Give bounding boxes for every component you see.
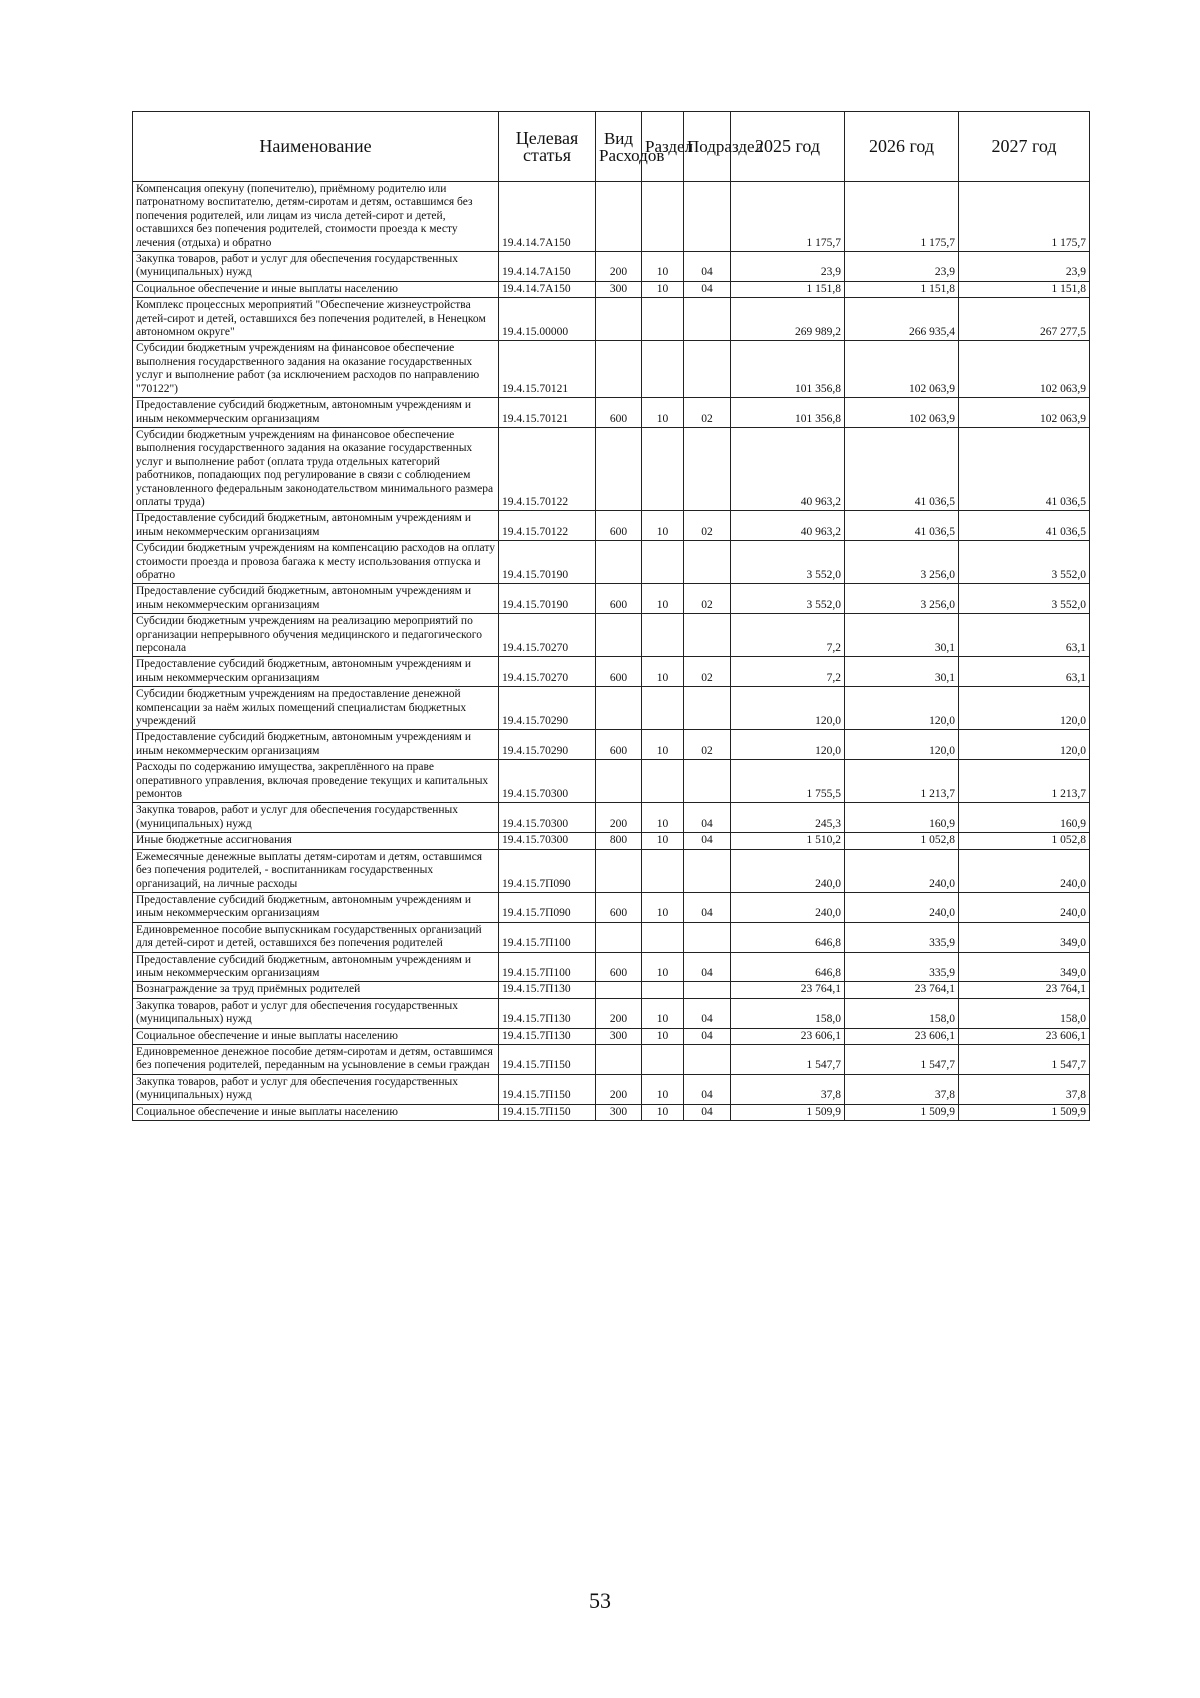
row-amount-2027: 1 213,7 <box>959 760 1090 803</box>
row-vid: 600 <box>596 398 642 428</box>
row-amount-2025: 37,8 <box>731 1074 845 1104</box>
table-row <box>133 952 1090 982</box>
row-name-text: Субсидии бюджетным учреждениям на предоставление денежной компенсации за наём жилых помещений специалистам бюджетных учреждений <box>136 688 467 728</box>
row-target-code: 19.4.15.70270 <box>499 614 596 657</box>
row-podrazdel: 04 <box>684 892 731 922</box>
row-target-code: 19.4.15.70122 <box>499 427 596 510</box>
row-vid: 600 <box>596 952 642 982</box>
row-amount-2025: 101 356,8 <box>731 341 845 398</box>
table-row <box>133 427 1090 510</box>
row-amount-2026: 335,9 <box>845 952 959 982</box>
row-podrazdel <box>684 1044 731 1074</box>
row-target-code: 19.4.15.70290 <box>499 730 596 760</box>
row-podrazdel: 02 <box>684 584 731 614</box>
row-name-text: Субсидии бюджетным учреждениям на реализацию мероприятий по организации непрерывного обучения медицинского и педагогического персонала <box>136 615 482 654</box>
row-name <box>133 614 499 657</box>
row-target-code: 19.4.15.7П150 <box>499 1044 596 1074</box>
row-amount-2026: 240,0 <box>845 892 959 922</box>
row-amount-2025: 245,3 <box>731 803 845 833</box>
row-vid: 600 <box>596 657 642 687</box>
row-amount-2025: 240,0 <box>731 849 845 892</box>
row-name <box>133 892 499 922</box>
row-amount-2027: 1 151,8 <box>959 281 1090 297</box>
row-name-text: Закупка товаров, работ и услуг для обеспечения государственных (муниципальных) нужд <box>136 999 459 1026</box>
row-amount-2027: 102 063,9 <box>959 398 1090 428</box>
row-vid: 300 <box>596 281 642 297</box>
row-target-code: 19.4.15.7П130 <box>499 982 596 998</box>
row-amount-2026: 3 256,0 <box>845 584 959 614</box>
row-amount-2026: 23 764,1 <box>845 982 959 998</box>
row-target-code: 19.4.15.70122 <box>499 511 596 541</box>
row-amount-2026: 120,0 <box>845 687 959 730</box>
row-name <box>133 982 499 998</box>
row-amount-2027: 23 764,1 <box>959 982 1090 998</box>
row-name-text: Социальное обеспечение и иные выплаты населению <box>136 1029 398 1042</box>
row-amount-2025: 40 963,2 <box>731 427 845 510</box>
row-amount-2025: 240,0 <box>731 892 845 922</box>
row-name <box>133 398 499 428</box>
row-vid <box>596 182 642 252</box>
row-target-code: 19.4.15.70270 <box>499 657 596 687</box>
row-amount-2027: 267 277,5 <box>959 298 1090 341</box>
row-amount-2025: 3 552,0 <box>731 584 845 614</box>
row-target-code: 19.4.14.7А150 <box>499 182 596 252</box>
row-name-text: Предоставление субсидий бюджетным, автономным учреждениям и иным некоммерческим организациям <box>136 893 471 920</box>
row-vid <box>596 760 642 803</box>
row-amount-2027: 1 547,7 <box>959 1044 1090 1074</box>
row-amount-2027: 120,0 <box>959 687 1090 730</box>
row-name-text: Компенсация опекуну (попечителю), приёмному родителю или патронатному воспитателю, детям-сиротам и детям, оставшимся без попечения родителей, или лицам из числа детей-сирот и детей, оставшихся без попечения родителей, стоимости проезда к месту лечения (отдыха) и обратно <box>136 183 473 249</box>
row-razdel <box>642 427 684 510</box>
row-name-text: Субсидии бюджетным учреждениям на финансовое обеспечение выполнения государственного задания на оказание государственных услуг и выполнение работ (оплата труда отдельных категорий работников, попадающих под регулирование в связи с соблюдением установленного федеральным законодательством минимального размера оплаты труда) <box>136 428 494 508</box>
row-name <box>133 584 499 614</box>
table-body <box>133 182 1090 1121</box>
row-amount-2026: 102 063,9 <box>845 398 959 428</box>
row-vid: 200 <box>596 1074 642 1104</box>
row-podrazdel: 04 <box>684 1028 731 1044</box>
row-amount-2025: 1 755,5 <box>731 760 845 803</box>
row-amount-2026: 23,9 <box>845 252 959 282</box>
row-razdel: 10 <box>642 584 684 614</box>
row-razdel <box>642 982 684 998</box>
row-podrazdel <box>684 760 731 803</box>
row-name-text: Предоставление субсидий бюджетным, автономным учреждениям и иным некоммерческим организациям <box>136 953 471 979</box>
row-razdel: 10 <box>642 952 684 982</box>
row-amount-2025: 269 989,2 <box>731 298 845 341</box>
row-vid <box>596 982 642 998</box>
row-target-code: 19.4.15.70290 <box>499 687 596 730</box>
row-vid: 200 <box>596 803 642 833</box>
row-name <box>133 687 499 730</box>
row-target-code: 19.4.15.70300 <box>499 833 596 849</box>
row-razdel: 10 <box>642 511 684 541</box>
row-name-text: Предоставление субсидий бюджетным, автономным учреждениям и иным некоммерческим организациям <box>136 731 471 757</box>
table-header-row <box>133 112 1090 182</box>
row-amount-2025: 1 151,8 <box>731 281 845 297</box>
row-vid <box>596 298 642 341</box>
row-name <box>133 511 499 541</box>
row-razdel: 10 <box>642 892 684 922</box>
row-podrazdel <box>684 687 731 730</box>
row-vid <box>596 1044 642 1074</box>
row-vid <box>596 541 642 584</box>
row-amount-2026: 1 213,7 <box>845 760 959 803</box>
row-razdel <box>642 614 684 657</box>
row-razdel: 10 <box>642 1074 684 1104</box>
row-name <box>133 952 499 982</box>
row-amount-2027: 349,0 <box>959 922 1090 952</box>
row-amount-2026: 23 606,1 <box>845 1028 959 1044</box>
row-razdel <box>642 182 684 252</box>
row-vid: 600 <box>596 892 642 922</box>
row-amount-2027: 160,9 <box>959 803 1090 833</box>
row-amount-2025: 120,0 <box>731 687 845 730</box>
row-podrazdel <box>684 182 731 252</box>
row-target-code: 19.4.15.70121 <box>499 398 596 428</box>
row-name-text: Закупка товаров, работ и услуг для обеспечения государственных (муниципальных) нужд <box>136 253 459 279</box>
row-podrazdel: 02 <box>684 511 731 541</box>
row-podrazdel: 04 <box>684 803 731 833</box>
row-name-text: Субсидии бюджетным учреждениям на компенсацию расходов на оплату стоимости проезда и провоза багажа к месту использования отпуска и обратно <box>136 542 495 581</box>
row-name <box>133 298 499 341</box>
row-podrazdel <box>684 982 731 998</box>
table-row <box>133 1074 1090 1104</box>
row-name <box>133 1028 499 1044</box>
row-name-text: Субсидии бюджетным учреждениям на финансовое обеспечение выполнения государственного задания на оказание государственных услуг и выполнение работ (за исключением расходов по направлению "70122") <box>136 342 480 395</box>
row-name <box>133 760 499 803</box>
row-vid <box>596 687 642 730</box>
header-vid: Вид Расходов <box>596 112 642 182</box>
table-row <box>133 1028 1090 1044</box>
header-razdel: Раздел <box>642 112 684 182</box>
row-amount-2025: 646,8 <box>731 952 845 982</box>
row-podrazdel <box>684 427 731 510</box>
row-vid <box>596 849 642 892</box>
row-amount-2026: 3 256,0 <box>845 541 959 584</box>
row-vid <box>596 922 642 952</box>
row-amount-2027: 240,0 <box>959 892 1090 922</box>
row-razdel: 10 <box>642 1028 684 1044</box>
row-amount-2025: 7,2 <box>731 614 845 657</box>
row-vid: 800 <box>596 833 642 849</box>
row-vid <box>596 427 642 510</box>
row-name-text: Предоставление субсидий бюджетным, автономным учреждениям и иным некоммерческим организациям <box>136 585 471 611</box>
row-name <box>133 730 499 760</box>
row-podrazdel: 04 <box>684 252 731 282</box>
row-name <box>133 252 499 282</box>
row-name <box>133 427 499 510</box>
row-amount-2025: 646,8 <box>731 922 845 952</box>
header-podrazdel: Подраздел <box>684 112 731 182</box>
row-vid: 300 <box>596 1104 642 1120</box>
row-razdel <box>642 849 684 892</box>
row-amount-2025: 7,2 <box>731 657 845 687</box>
row-amount-2026: 1 151,8 <box>845 281 959 297</box>
table-row <box>133 982 1090 998</box>
row-amount-2026: 41 036,5 <box>845 511 959 541</box>
row-vid <box>596 341 642 398</box>
row-amount-2026: 30,1 <box>845 657 959 687</box>
row-amount-2025: 1 175,7 <box>731 182 845 252</box>
row-name-text: Закупка товаров, работ и услуг для обеспечения государственных (муниципальных) нужд <box>136 1075 459 1102</box>
row-name <box>133 541 499 584</box>
table-row <box>133 511 1090 541</box>
row-name-text: Предоставление субсидий бюджетным, автономным учреждениям и иным некоммерческим организациям <box>136 512 471 538</box>
row-podrazdel: 02 <box>684 730 731 760</box>
row-amount-2025: 3 552,0 <box>731 541 845 584</box>
row-razdel <box>642 541 684 584</box>
row-amount-2026: 266 935,4 <box>845 298 959 341</box>
table-row <box>133 541 1090 584</box>
row-amount-2025: 23 764,1 <box>731 982 845 998</box>
row-name <box>133 281 499 297</box>
row-name <box>133 833 499 849</box>
row-name <box>133 1074 499 1104</box>
row-vid: 200 <box>596 252 642 282</box>
row-podrazdel: 04 <box>684 833 731 849</box>
table-row <box>133 687 1090 730</box>
row-target-code: 19.4.15.70300 <box>499 803 596 833</box>
table-row <box>133 730 1090 760</box>
row-target-code: 19.4.15.70190 <box>499 584 596 614</box>
row-razdel <box>642 1044 684 1074</box>
row-target-code: 19.4.15.7П100 <box>499 952 596 982</box>
row-razdel: 10 <box>642 657 684 687</box>
table-row <box>133 833 1090 849</box>
row-amount-2027: 1 509,9 <box>959 1104 1090 1120</box>
row-amount-2027: 23 606,1 <box>959 1028 1090 1044</box>
row-amount-2026: 41 036,5 <box>845 427 959 510</box>
table-row <box>133 657 1090 687</box>
row-podrazdel <box>684 614 731 657</box>
row-target-code: 19.4.15.70121 <box>499 341 596 398</box>
row-target-code: 19.4.15.7П150 <box>499 1074 596 1104</box>
row-podrazdel: 02 <box>684 398 731 428</box>
row-vid: 300 <box>596 1028 642 1044</box>
table-row <box>133 584 1090 614</box>
row-amount-2026: 160,9 <box>845 803 959 833</box>
row-amount-2027: 63,1 <box>959 657 1090 687</box>
row-amount-2025: 1 510,2 <box>731 833 845 849</box>
row-amount-2025: 120,0 <box>731 730 845 760</box>
row-podrazdel <box>684 849 731 892</box>
row-amount-2027: 3 552,0 <box>959 541 1090 584</box>
row-amount-2025: 23,9 <box>731 252 845 282</box>
row-target-code: 19.4.15.00000 <box>499 298 596 341</box>
row-podrazdel <box>684 541 731 584</box>
table-row <box>133 182 1090 252</box>
row-amount-2027: 349,0 <box>959 952 1090 982</box>
row-name <box>133 803 499 833</box>
row-razdel <box>642 922 684 952</box>
row-podrazdel: 02 <box>684 657 731 687</box>
row-name-text: Комплекс процессных мероприятий "Обеспечение жизнеустройства детей-сирот и детей, оставшихся без попечения родителей, в Ненецком автономном округе" <box>136 299 486 339</box>
row-razdel <box>642 687 684 730</box>
row-name <box>133 182 499 252</box>
header-2026: 2026 год <box>845 112 959 182</box>
row-razdel: 10 <box>642 730 684 760</box>
table-row <box>133 341 1090 398</box>
table-row <box>133 252 1090 282</box>
row-amount-2026: 37,8 <box>845 1074 959 1104</box>
table-row <box>133 892 1090 922</box>
row-name-text: Ежемесячные денежные выплаты детям-сиротам и детям, оставшимся без попечения родителей, - воспитанникам государственных организаций, на личные расходы <box>136 850 483 890</box>
row-target-code: 19.4.15.7П130 <box>499 1028 596 1044</box>
row-razdel: 10 <box>642 803 684 833</box>
row-name-text: Социальное обеспечение и иные выплаты населению <box>136 1105 398 1118</box>
row-name-text: Единовременное денежное пособие детям-сиротам и детям, оставшимся без попечения родителей, переданным на усыновление в семьи граждан <box>136 1045 493 1072</box>
row-amount-2026: 1 052,8 <box>845 833 959 849</box>
row-podrazdel: 04 <box>684 1074 731 1104</box>
row-name-text: Иные бюджетные ассигнования <box>136 834 292 847</box>
row-amount-2025: 101 356,8 <box>731 398 845 428</box>
table-row <box>133 922 1090 952</box>
row-amount-2025: 1 509,9 <box>731 1104 845 1120</box>
row-name <box>133 922 499 952</box>
row-name-text: Закупка товаров, работ и услуг для обеспечения государственных (муниципальных) нужд <box>136 804 459 830</box>
row-target-code: 19.4.15.7П150 <box>499 1104 596 1120</box>
row-amount-2026: 120,0 <box>845 730 959 760</box>
row-razdel <box>642 760 684 803</box>
row-target-code: 19.4.15.70190 <box>499 541 596 584</box>
row-razdel: 10 <box>642 281 684 297</box>
row-name-text: Вознаграждение за труд приёмных родителей <box>136 983 361 996</box>
row-amount-2026: 158,0 <box>845 998 959 1028</box>
row-amount-2026: 30,1 <box>845 614 959 657</box>
row-razdel: 10 <box>642 833 684 849</box>
table-row <box>133 803 1090 833</box>
header-2027: 2027 год <box>959 112 1090 182</box>
table-row <box>133 398 1090 428</box>
row-amount-2026: 102 063,9 <box>845 341 959 398</box>
row-name-text: Социальное обеспечение и иные выплаты населению <box>136 282 398 295</box>
row-vid: 200 <box>596 998 642 1028</box>
row-name-text: Расходы по содержанию имущества, закреплённого на праве оперативного управления, включая проведение текущих и капитальных ремонтов <box>136 761 489 801</box>
row-podrazdel: 04 <box>684 281 731 297</box>
budget-table <box>132 111 1090 1121</box>
row-target-code: 19.4.15.7П130 <box>499 998 596 1028</box>
row-razdel <box>642 341 684 398</box>
row-target-code: 19.4.15.7П090 <box>499 892 596 922</box>
row-vid: 600 <box>596 584 642 614</box>
row-amount-2027: 37,8 <box>959 1074 1090 1104</box>
row-amount-2025: 40 963,2 <box>731 511 845 541</box>
row-name <box>133 1104 499 1120</box>
row-name <box>133 1044 499 1074</box>
row-amount-2026: 1 175,7 <box>845 182 959 252</box>
row-podrazdel: 04 <box>684 952 731 982</box>
table-row <box>133 1104 1090 1120</box>
row-name-text: Предоставление субсидий бюджетным, автономным учреждениям и иным некоммерческим организациям <box>136 658 471 684</box>
row-amount-2027: 63,1 <box>959 614 1090 657</box>
row-razdel: 10 <box>642 998 684 1028</box>
row-amount-2027: 102 063,9 <box>959 341 1090 398</box>
row-amount-2027: 240,0 <box>959 849 1090 892</box>
row-razdel: 10 <box>642 252 684 282</box>
row-podrazdel: 04 <box>684 998 731 1028</box>
row-amount-2027: 158,0 <box>959 998 1090 1028</box>
row-amount-2025: 1 547,7 <box>731 1044 845 1074</box>
row-amount-2027: 3 552,0 <box>959 584 1090 614</box>
row-podrazdel <box>684 341 731 398</box>
row-vid: 600 <box>596 730 642 760</box>
row-target-code: 19.4.14.7А150 <box>499 281 596 297</box>
table-row <box>133 281 1090 297</box>
table-row <box>133 760 1090 803</box>
row-target-code: 19.4.15.7П090 <box>499 849 596 892</box>
header-2025: 2025 год <box>731 112 845 182</box>
table-row <box>133 998 1090 1028</box>
row-amount-2027: 120,0 <box>959 730 1090 760</box>
row-amount-2026: 240,0 <box>845 849 959 892</box>
row-target-code: 19.4.15.7П100 <box>499 922 596 952</box>
row-amount-2026: 1 547,7 <box>845 1044 959 1074</box>
row-amount-2025: 23 606,1 <box>731 1028 845 1044</box>
row-name-text: Предоставление субсидий бюджетным, автономным учреждениям и иным некоммерческим организациям <box>136 399 471 425</box>
row-podrazdel <box>684 298 731 341</box>
row-target-code: 19.4.15.70300 <box>499 760 596 803</box>
row-amount-2027: 23,9 <box>959 252 1090 282</box>
row-target-code: 19.4.14.7А150 <box>499 252 596 282</box>
row-amount-2027: 41 036,5 <box>959 427 1090 510</box>
row-name <box>133 998 499 1028</box>
row-name <box>133 341 499 398</box>
row-vid: 600 <box>596 511 642 541</box>
row-amount-2027: 1 052,8 <box>959 833 1090 849</box>
row-name-text: Единовременное пособие выпускникам государственных организаций для детей-сирот и детей, оставшихся без попечения родителей <box>136 923 482 950</box>
row-amount-2025: 158,0 <box>731 998 845 1028</box>
row-razdel <box>642 298 684 341</box>
table-row <box>133 298 1090 341</box>
row-amount-2027: 41 036,5 <box>959 511 1090 541</box>
row-razdel: 10 <box>642 1104 684 1120</box>
table-row <box>133 1044 1090 1074</box>
row-name <box>133 657 499 687</box>
row-podrazdel <box>684 922 731 952</box>
row-podrazdel: 04 <box>684 1104 731 1120</box>
header-name: Наименование <box>133 112 499 182</box>
row-amount-2026: 335,9 <box>845 922 959 952</box>
row-vid <box>596 614 642 657</box>
header-target: Целевая статья <box>499 112 596 182</box>
table-row <box>133 614 1090 657</box>
row-name <box>133 849 499 892</box>
row-amount-2027: 1 175,7 <box>959 182 1090 252</box>
row-amount-2026: 1 509,9 <box>845 1104 959 1120</box>
row-razdel: 10 <box>642 398 684 428</box>
table-row <box>133 849 1090 892</box>
page-number: 53 <box>589 1588 611 1613</box>
